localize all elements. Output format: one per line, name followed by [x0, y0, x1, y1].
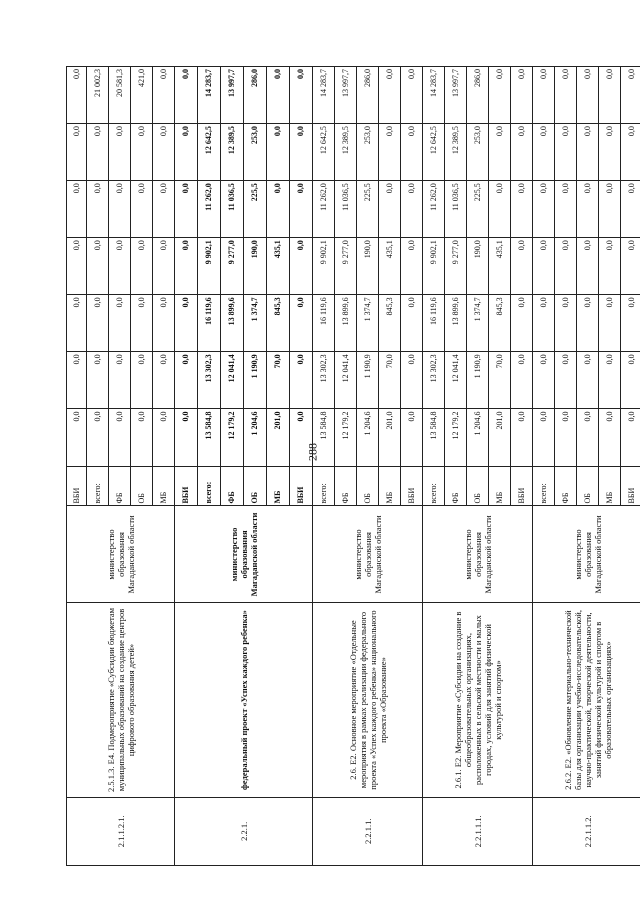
amount-cell: 11 036,5	[221, 181, 244, 238]
amount-cell: 0,0	[290, 409, 313, 466]
amount-cell: 0,0	[577, 238, 599, 295]
funding-source-cell: всего:	[198, 466, 221, 506]
amount-cell: 0,0	[131, 238, 153, 295]
amount-cell: 70,0	[267, 352, 290, 409]
amount-cell: 201,0	[379, 409, 401, 466]
amount-cell: 12 642,5	[423, 124, 445, 181]
budget-table	[66, 66, 640, 866]
amount-cell: 0,0	[533, 124, 555, 181]
amount-cell: 0,0	[599, 67, 621, 124]
amount-cell: 253,0	[467, 124, 489, 181]
row-executor-cell: министерство образования Магаданской области	[67, 506, 175, 603]
amount-cell: 9 277,0	[445, 238, 467, 295]
row-code-cell: 2.2.1.1.1.	[423, 797, 533, 865]
funding-source-cell: ОБ	[244, 466, 267, 506]
amount-cell: 0,0	[290, 238, 313, 295]
amount-cell: 435,1	[489, 238, 511, 295]
amount-cell: 0,0	[290, 352, 313, 409]
amount-cell: 0,0	[67, 409, 87, 466]
amount-cell: 201,0	[489, 409, 511, 466]
amount-cell: 0,0	[599, 352, 621, 409]
amount-cell: 0,0	[153, 238, 175, 295]
amount-cell: 0,0	[175, 67, 198, 124]
amount-cell: 0,0	[533, 67, 555, 124]
funding-source-cell: ОБ	[577, 466, 599, 506]
amount-cell: 9 902,1	[198, 238, 221, 295]
amount-cell: 1 204,6	[467, 409, 489, 466]
amount-cell: 0,0	[577, 181, 599, 238]
amount-cell: 0,0	[175, 352, 198, 409]
row-executor-cell: министерство образования Магаданской области	[533, 506, 640, 603]
amount-cell: 190,0	[357, 238, 379, 295]
amount-cell: 0,0	[401, 238, 423, 295]
amount-cell: 12 642,5	[313, 124, 335, 181]
funding-source-cell: всего:	[533, 466, 555, 506]
amount-cell: 0,0	[577, 124, 599, 181]
table-row	[313, 67, 335, 866]
amount-cell: 0,0	[131, 409, 153, 466]
funding-source-cell: ОБ	[131, 466, 153, 506]
funding-source-cell: ФБ	[555, 466, 577, 506]
amount-cell: 13 899,6	[335, 295, 357, 352]
amount-cell: 0,0	[511, 238, 533, 295]
funding-source-cell: МБ	[599, 466, 621, 506]
amount-cell: 13 899,6	[221, 295, 244, 352]
funding-source-cell: ОБ	[357, 466, 379, 506]
row-executor-cell: министерство образования Магаданской области	[423, 506, 533, 603]
amount-cell: 0,0	[290, 295, 313, 352]
table-row	[423, 67, 445, 866]
amount-cell: 70,0	[379, 352, 401, 409]
amount-cell: 0,0	[153, 409, 175, 466]
amount-cell: 0,0	[175, 181, 198, 238]
amount-cell: 0,0	[533, 409, 555, 466]
amount-cell: 253,0	[357, 124, 379, 181]
amount-cell: 0,0	[599, 409, 621, 466]
funding-source-cell: ФБ	[335, 466, 357, 506]
amount-cell: 0,0	[555, 67, 577, 124]
amount-cell: 0,0	[401, 352, 423, 409]
amount-cell: 286,0	[357, 67, 379, 124]
row-name-cell: 2.6. Е2. Основное мероприятие «Отдельные мероприятия в рамках реализации федерального проекта «Успех каждого ребенка» национального проекта «Образование»	[313, 603, 423, 797]
amount-cell: 21 002,3	[87, 67, 109, 124]
amount-cell: 286,0	[244, 67, 267, 124]
amount-cell: 0,0	[599, 295, 621, 352]
amount-cell: 0,0	[511, 181, 533, 238]
row-code-cell: 2.1.1.2.1.	[67, 797, 175, 865]
amount-cell: 0,0	[267, 124, 290, 181]
amount-cell: 13 302,3	[423, 352, 445, 409]
amount-cell: 0,0	[290, 181, 313, 238]
funding-source-cell: всего:	[313, 466, 335, 506]
row-name-cell: 2.5.1.3. Е4. Подмероприятие «Субсидии бюджетам муниципальных образований на создание центров цифрового образования детей»	[67, 603, 175, 797]
amount-cell: 225,5	[357, 181, 379, 238]
amount-cell: 0,0	[489, 67, 511, 124]
amount-cell: 0,0	[379, 181, 401, 238]
budget-table-container	[66, 66, 636, 866]
amount-cell: 12 179,2	[445, 409, 467, 466]
amount-cell: 1 204,6	[244, 409, 267, 466]
budget-table-body	[67, 67, 640, 866]
amount-cell: 253,0	[244, 124, 267, 181]
amount-cell: 0,0	[109, 409, 131, 466]
amount-cell: 0,0	[555, 409, 577, 466]
amount-cell: 0,0	[67, 181, 87, 238]
amount-cell: 70,0	[489, 352, 511, 409]
amount-cell: 0,0	[87, 181, 109, 238]
funding-source-cell: всего:	[87, 466, 109, 506]
row-name-cell: 2.6.1. Е2. Мероприятие «Субсидии на создание в общеобразовательных организациях, расположенных в сельской местности и малых городах, условий для занятий физической культурой и спортом»	[423, 603, 533, 797]
funding-source-cell: МБ	[379, 466, 401, 506]
row-code-cell: 2.2.1.	[175, 797, 313, 865]
amount-cell: 0,0	[533, 238, 555, 295]
amount-cell: 0,0	[67, 352, 87, 409]
amount-cell: 1 374,7	[244, 295, 267, 352]
funding-source-cell: ВБИ	[67, 466, 87, 506]
amount-cell: 0,0	[489, 124, 511, 181]
amount-cell: 12 041,4	[335, 352, 357, 409]
amount-cell: 0,0	[153, 181, 175, 238]
amount-cell: 14 283,7	[423, 67, 445, 124]
amount-cell: 9 902,1	[313, 238, 335, 295]
amount-cell: 12 041,4	[445, 352, 467, 409]
amount-cell: 0,0	[67, 67, 87, 124]
amount-cell: 0,0	[401, 181, 423, 238]
rotated-table-frame	[66, 66, 636, 866]
amount-cell: 0,0	[379, 124, 401, 181]
amount-cell: 190,0	[244, 238, 267, 295]
amount-cell: 0,0	[87, 352, 109, 409]
amount-cell: 0,0	[153, 295, 175, 352]
amount-cell: 0,0	[577, 352, 599, 409]
funding-source-cell: ФБ	[445, 466, 467, 506]
row-name-cell: федеральный проект «Успех каждого ребенка»	[175, 603, 313, 797]
amount-cell: 13 997,7	[221, 67, 244, 124]
amount-cell: 0,0	[175, 295, 198, 352]
amount-cell: 0,0	[533, 352, 555, 409]
row-code-cell: 2.2.1.1.	[313, 797, 423, 865]
funding-source-cell: ОБ	[467, 466, 489, 506]
amount-cell: 0,0	[621, 352, 640, 409]
amount-cell: 225,5	[244, 181, 267, 238]
amount-cell: 13 302,3	[313, 352, 335, 409]
amount-cell: 0,0	[153, 124, 175, 181]
amount-cell: 16 119,6	[198, 295, 221, 352]
amount-cell: 845,3	[267, 295, 290, 352]
amount-cell: 14 283,7	[198, 67, 221, 124]
amount-cell: 11 262,0	[423, 181, 445, 238]
funding-source-cell: ВБИ	[621, 466, 640, 506]
amount-cell: 0,0	[109, 352, 131, 409]
amount-cell: 13 302,3	[198, 352, 221, 409]
amount-cell: 0,0	[401, 67, 423, 124]
amount-cell: 0,0	[67, 238, 87, 295]
amount-cell: 12 179,2	[335, 409, 357, 466]
amount-cell: 0,0	[511, 124, 533, 181]
table-row	[175, 67, 198, 866]
row-code-cell: 2.2.1.1.2.	[533, 797, 640, 865]
amount-cell: 0,0	[267, 181, 290, 238]
amount-cell: 0,0	[267, 67, 290, 124]
amount-cell: 225,5	[467, 181, 489, 238]
amount-cell: 0,0	[109, 238, 131, 295]
amount-cell: 0,0	[599, 238, 621, 295]
amount-cell: 11 262,0	[313, 181, 335, 238]
row-name-cell: 2.6.2. Е2. «Обновление материально-технической базы для организации учебно-исследовательской, научно-практической, творческой деятельности, занятий физической культурой и спортом в образовательных организациях»	[533, 603, 640, 797]
amount-cell: 0,0	[131, 124, 153, 181]
amount-cell: 0,0	[621, 409, 640, 466]
amount-cell: 0,0	[379, 67, 401, 124]
amount-cell: 9 277,0	[335, 238, 357, 295]
amount-cell: 0,0	[87, 124, 109, 181]
amount-cell: 0,0	[131, 352, 153, 409]
funding-source-cell: ВБИ	[401, 466, 423, 506]
amount-cell: 0,0	[621, 181, 640, 238]
amount-cell: 11 036,5	[445, 181, 467, 238]
amount-cell: 0,0	[555, 181, 577, 238]
amount-cell: 0,0	[621, 67, 640, 124]
amount-cell: 0,0	[290, 124, 313, 181]
amount-cell: 0,0	[555, 295, 577, 352]
amount-cell: 0,0	[67, 295, 87, 352]
amount-cell: 0,0	[67, 124, 87, 181]
row-executor-cell: министерство образования Магаданской области	[313, 506, 423, 603]
amount-cell: 0,0	[109, 295, 131, 352]
amount-cell: 12 179,2	[221, 409, 244, 466]
amount-cell: 0,0	[401, 295, 423, 352]
amount-cell: 0,0	[109, 124, 131, 181]
amount-cell: 13 997,7	[335, 67, 357, 124]
amount-cell: 0,0	[555, 352, 577, 409]
amount-cell: 0,0	[87, 295, 109, 352]
amount-cell: 201,0	[267, 409, 290, 466]
amount-cell: 0,0	[511, 67, 533, 124]
amount-cell: 286,0	[467, 67, 489, 124]
funding-source-cell: МБ	[153, 466, 175, 506]
funding-source-cell: всего:	[423, 466, 445, 506]
amount-cell: 845,3	[489, 295, 511, 352]
amount-cell: 16 119,6	[423, 295, 445, 352]
amount-cell: 13 584,8	[313, 409, 335, 466]
amount-cell: 0,0	[621, 238, 640, 295]
amount-cell: 0,0	[87, 238, 109, 295]
amount-cell: 13 584,8	[198, 409, 221, 466]
amount-cell: 1 204,6	[357, 409, 379, 466]
table-row	[67, 67, 87, 866]
amount-cell: 0,0	[109, 181, 131, 238]
amount-cell: 0,0	[87, 409, 109, 466]
amount-cell: 845,3	[379, 295, 401, 352]
amount-cell: 0,0	[555, 124, 577, 181]
amount-cell: 13 997,7	[445, 67, 467, 124]
amount-cell: 1 190,9	[357, 352, 379, 409]
amount-cell: 12 642,5	[198, 124, 221, 181]
amount-cell: 9 277,0	[221, 238, 244, 295]
amount-cell: 13 584,8	[423, 409, 445, 466]
amount-cell: 0,0	[555, 238, 577, 295]
amount-cell: 0,0	[153, 67, 175, 124]
amount-cell: 12 041,4	[221, 352, 244, 409]
amount-cell: 435,1	[267, 238, 290, 295]
amount-cell: 0,0	[489, 181, 511, 238]
amount-cell: 0,0	[153, 352, 175, 409]
amount-cell: 14 283,7	[313, 67, 335, 124]
amount-cell: 190,0	[467, 238, 489, 295]
amount-cell: 0,0	[175, 238, 198, 295]
funding-source-cell: МБ	[489, 466, 511, 506]
table-row	[533, 67, 555, 866]
amount-cell: 0,0	[131, 295, 153, 352]
amount-cell: 12 389,5	[221, 124, 244, 181]
amount-cell: 13 899,6	[445, 295, 467, 352]
amount-cell: 16 119,6	[313, 295, 335, 352]
amount-cell: 9 902,1	[423, 238, 445, 295]
funding-source-cell: ВБИ	[290, 466, 313, 506]
page-number-text: 288	[305, 443, 320, 461]
amount-cell: 0,0	[175, 124, 198, 181]
funding-source-cell: ФБ	[221, 466, 244, 506]
amount-cell: 0,0	[533, 181, 555, 238]
amount-cell: 0,0	[577, 67, 599, 124]
amount-cell: 0,0	[511, 295, 533, 352]
amount-cell: 12 389,5	[445, 124, 467, 181]
amount-cell: 435,1	[379, 238, 401, 295]
amount-cell: 20 581,3	[109, 67, 131, 124]
amount-cell: 0,0	[599, 124, 621, 181]
amount-cell: 0,0	[577, 295, 599, 352]
amount-cell: 1 190,9	[244, 352, 267, 409]
amount-cell: 0,0	[621, 295, 640, 352]
amount-cell: 0,0	[511, 352, 533, 409]
amount-cell: 0,0	[131, 181, 153, 238]
row-executor-cell: министерство образования Магаданской области	[175, 506, 313, 603]
funding-source-cell: ВБИ	[175, 466, 198, 506]
amount-cell: 421,0	[131, 67, 153, 124]
amount-cell: 1 374,7	[467, 295, 489, 352]
funding-source-cell: ВБИ	[511, 466, 533, 506]
amount-cell: 0,0	[577, 409, 599, 466]
amount-cell: 0,0	[621, 124, 640, 181]
amount-cell: 1 190,9	[467, 352, 489, 409]
amount-cell: 0,0	[290, 67, 313, 124]
amount-cell: 0,0	[533, 295, 555, 352]
amount-cell: 0,0	[175, 409, 198, 466]
amount-cell: 0,0	[511, 409, 533, 466]
amount-cell: 0,0	[401, 124, 423, 181]
amount-cell: 0,0	[401, 409, 423, 466]
amount-cell: 0,0	[599, 181, 621, 238]
amount-cell: 11 262,0	[198, 181, 221, 238]
funding-source-cell: ФБ	[109, 466, 131, 506]
amount-cell: 12 389,5	[335, 124, 357, 181]
amount-cell: 1 374,7	[357, 295, 379, 352]
funding-source-cell: МБ	[267, 466, 290, 506]
amount-cell: 11 036,5	[335, 181, 357, 238]
